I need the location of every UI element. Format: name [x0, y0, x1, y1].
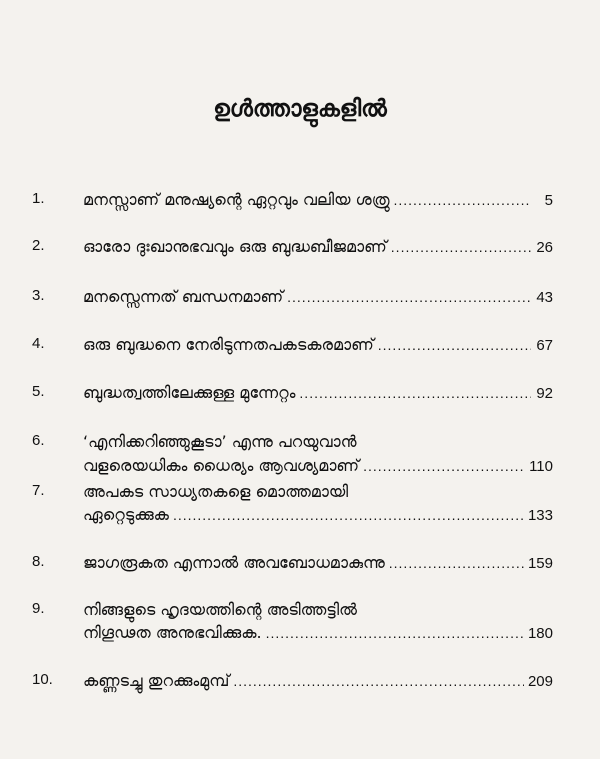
entry-title: ജാഗരൂകത എന്നാൽ അവബോധമാകുന്നു: [83, 553, 385, 572]
entry-number: 8.: [32, 553, 45, 570]
entry-line: [83, 383, 553, 403]
entry-line: [83, 482, 553, 502]
entry-line: [83, 287, 553, 307]
entry-title: ബുദ്ധത്വത്തിലേക്കുള്ള മുന്നേറ്റം: [83, 383, 296, 402]
entry-number: 3.: [32, 287, 45, 304]
entry-line: [83, 432, 553, 452]
dot-leader: [378, 337, 531, 353]
entry-title: ഏറ്റെടുക്കുക: [83, 505, 169, 524]
entry-number: 2.: [32, 237, 45, 254]
entry-title: ‘എനിക്കറിഞ്ഞുകൂടാ’ എന്നു പറയുവാൻ: [83, 432, 357, 451]
entry-title: നിഗൂഢത അനുഭവിക്കുക.: [83, 623, 262, 642]
entry-line: [83, 505, 553, 525]
page-number: 67: [536, 337, 553, 354]
page-number: 92: [536, 385, 553, 402]
dot-leader: [393, 192, 531, 208]
entry-title: കണ്ണടച്ചു തുറക്കുംമുമ്പ്: [83, 671, 230, 690]
entry-line: [83, 600, 553, 620]
entry-number: 5.: [32, 383, 45, 400]
entry-title: ഒരു ബുദ്ധനെ നേരിടുന്നതപകടകരമാണ്: [83, 335, 374, 354]
dot-leader: [363, 458, 525, 474]
page-number: 159: [527, 555, 553, 572]
entry-title: ഓരോ ദുഃഖാനുഭവവും ഒരു ബുദ്ധബീജമാണ്: [83, 237, 387, 256]
entry-title: നിങ്ങളുടെ ഹൃദയത്തിന്റെ അടിത്തട്ടിൽ: [83, 600, 357, 619]
entry-number: 4.: [32, 335, 45, 352]
entry-line: [83, 456, 553, 476]
page-title: ഉൾത്താളുകളിൽ: [213, 96, 387, 122]
entry-title: അപകട സാധ്യതകളെ മൊത്തമായി: [83, 482, 349, 501]
page-number: 133: [527, 507, 553, 524]
entry-line: [83, 553, 553, 573]
dot-leader: [389, 555, 524, 571]
page-number: 43: [536, 289, 553, 306]
page-number: 5: [544, 192, 553, 209]
entry-number: 7.: [32, 482, 45, 499]
page-number: 209: [527, 673, 553, 690]
entry-number: 10.: [32, 671, 53, 688]
entry-line: [83, 237, 553, 257]
entry-title: വളരെയധികം ധൈര്യം ആവശ്യമാണ്: [83, 456, 360, 475]
entry-line: [83, 335, 553, 355]
dot-leader: [287, 289, 531, 305]
entry-number: 9.: [32, 600, 45, 617]
page-number: 110: [529, 458, 553, 475]
dot-leader: [266, 625, 524, 641]
dot-leader: [173, 507, 524, 523]
entry-number: 1.: [32, 190, 45, 207]
entry-line: [83, 671, 553, 691]
page-number: 180: [527, 625, 553, 642]
dot-leader: [233, 673, 524, 689]
entry-line: [83, 623, 553, 643]
page-number: 26: [536, 239, 553, 256]
dot-leader: [391, 239, 531, 255]
entry-title: മനസ്സെന്നത് ബന്ധനമാണ്: [83, 287, 284, 306]
dot-leader: [299, 385, 531, 401]
entry-line: [83, 190, 553, 210]
entry-title: മനസ്സാണ് മനുഷ്യന്റെ ഏറ്റവും വലിയ ശത്രു: [83, 190, 390, 209]
entry-number: 6.: [32, 432, 45, 449]
